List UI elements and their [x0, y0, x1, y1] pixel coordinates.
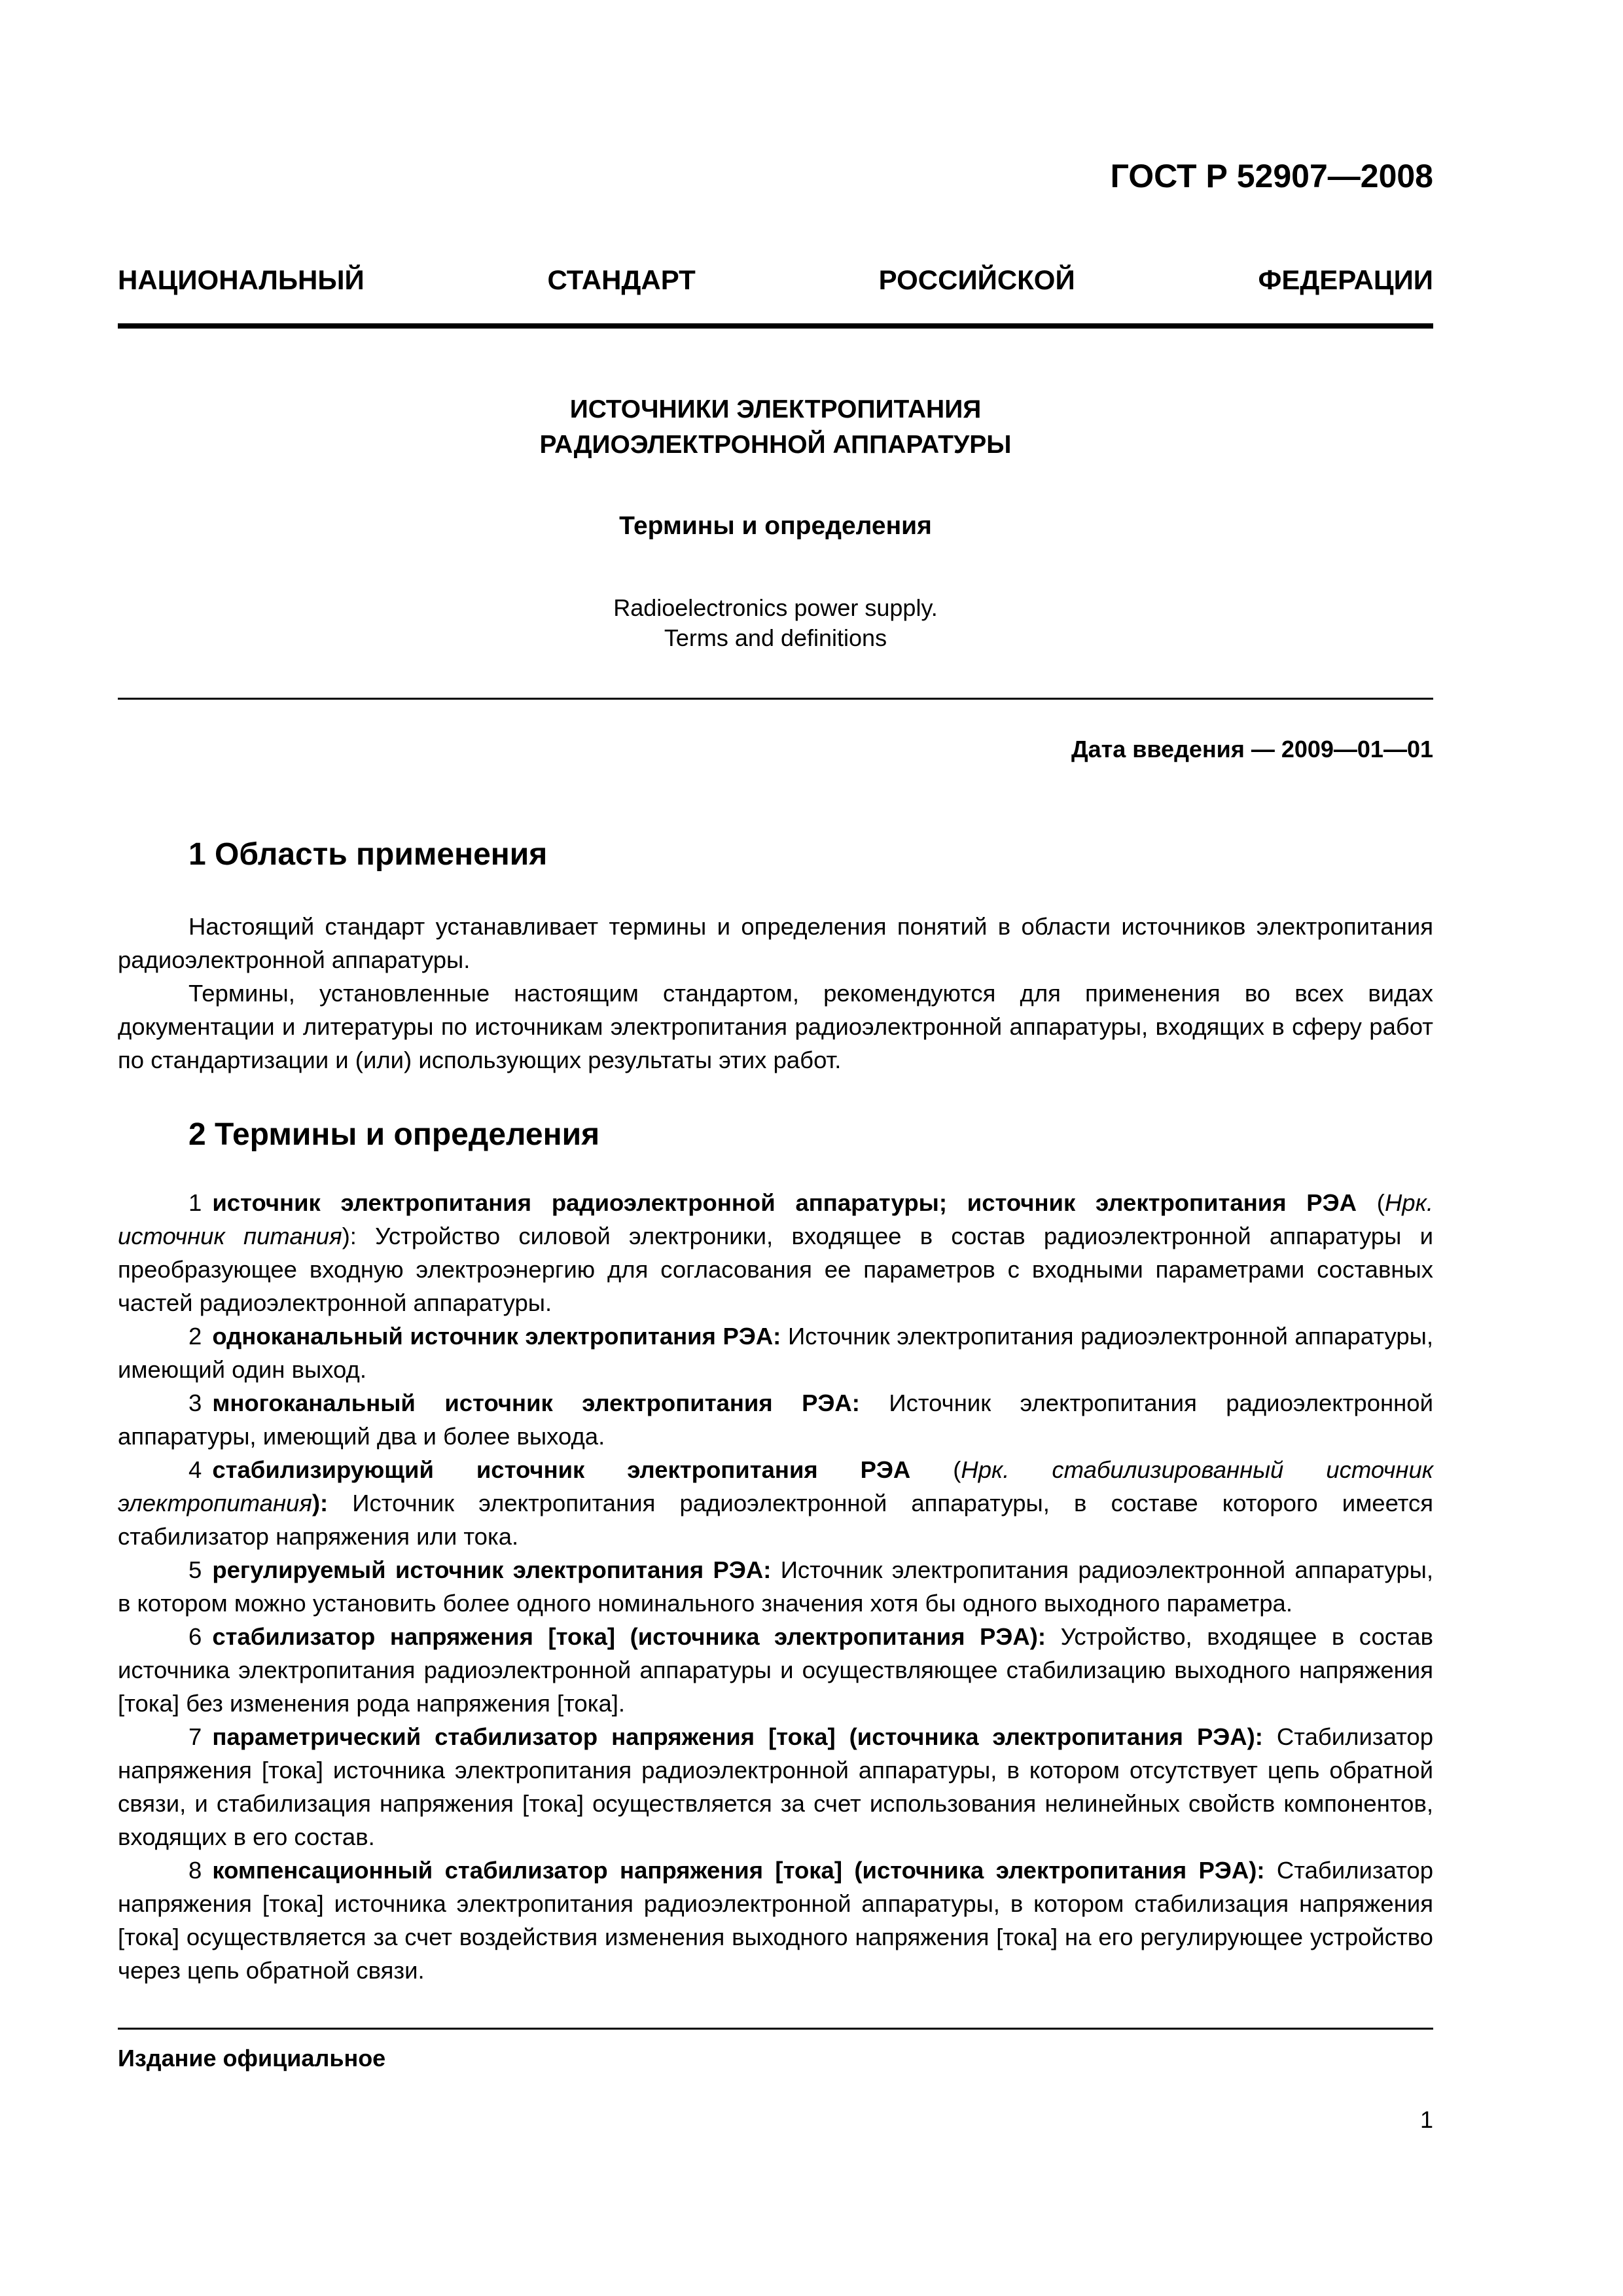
term-number: 1: [188, 1189, 202, 1216]
term-definition: Источник электропитания радиоэлектронной аппаратуры, имеющий два и более выхода.: [118, 1390, 1433, 1450]
introduction-date: Дата введения — 2009—01—01: [1071, 736, 1433, 762]
term-name: компенсационный стабилизатор напряжения [тока] (источника электропитания РЭА):: [212, 1857, 1265, 1884]
english-title-line2: Terms and definitions: [664, 624, 887, 651]
term-entry: [118, 1186, 1433, 1319]
term-number: 3: [188, 1390, 202, 1416]
term-name: стабилизатор напряжения [тока] (источника электропитания РЭА):: [212, 1623, 1046, 1650]
document-id: ГОСТ Р 52907—2008: [1110, 158, 1433, 194]
term-number: 2: [188, 1323, 202, 1350]
term-definition: Устройство, входящее в состав источника электропитания радиоэлектронной аппаратуры и осуществляющее стабилизацию выходного напряжения [тока] без изменения рода напряжения [тока].: [118, 1623, 1433, 1717]
term-definition: Источник электропитания радиоэлектронной аппаратуры, имеющий один выход.: [118, 1323, 1433, 1383]
term-number: 4: [188, 1456, 202, 1483]
scope-paragraph: Настоящий стандарт устанавливает термины и определения понятий в области источников электропитания радиоэлектронной аппаратуры.: [118, 913, 1433, 973]
term-definition: Стабилизатор напряжения [тока] источника электропитания радиоэлектронной аппаратуры, в котором стабилизация напряжения [тока] осуществляется за счет воздействия изменения выходного напряжения [тока] на его регулирующее устройство через цепь обратной связи.: [118, 1857, 1433, 1984]
term-name: источник электропитания радиоэлектронной аппаратуры; источник электропитания РЭА: [212, 1189, 1357, 1216]
term-definition: Источник электропитания радиоэлектронной аппаратуры, в котором можно установить более одного номинального значения хотя бы одного выходного параметра.: [118, 1556, 1433, 1617]
note-bracket: ):: [342, 1223, 376, 1249]
term-entry: [118, 1386, 1433, 1453]
term-number: 7: [188, 1723, 202, 1750]
document-title-line1: ИСТОЧНИКИ ЭЛЕКТРОПИТАНИЯ: [569, 395, 982, 423]
scope-paragraph: Термины, установленные настоящим стандартом, рекомендуются для применения во всех видах документации и литературы по источникам электропитания радиоэлектронной аппаратуры, входящих в сферу работ по стандартизации и (или) использующих результаты этих работ.: [118, 980, 1433, 1073]
title-divider: [118, 698, 1433, 700]
document-subtitle: Термины и определения: [619, 512, 932, 540]
note-bracket: (: [910, 1456, 961, 1483]
term-name: регулируемый источник электропитания РЭА:: [212, 1556, 772, 1583]
term-name: параметрический стабилизатор напряжения [тока] (источника электропитания РЭА):: [212, 1723, 1263, 1750]
term-number: 6: [188, 1623, 202, 1650]
term-entry: [118, 1620, 1433, 1720]
term-name: многоканальный источник электропитания РЭА:: [212, 1390, 860, 1416]
note-bracket: ):: [312, 1490, 353, 1516]
term-note: Нрк. стабилизированный источник электропитания: [118, 1456, 1434, 1516]
term-entry: [118, 1453, 1433, 1553]
term-number: 5: [188, 1556, 202, 1583]
header-divider: [118, 323, 1433, 329]
term-entry: [118, 1319, 1433, 1386]
term-definition: Стабилизатор напряжения [тока] источника электропитания радиоэлектронной аппаратуры, в котором отсутствует цепь обратной связи, и стабилизация напряжения [тока] осуществляется за счет использования нелинейных свойств компонентов, входящих в его состав.: [118, 1723, 1434, 1850]
english-title-line1: Radioelectronics power supply.: [613, 594, 938, 621]
term-entry: [118, 1553, 1433, 1620]
terms-list: [118, 1186, 1433, 1987]
section-1-heading: 1 Область применения: [188, 837, 548, 872]
note-bracket: (: [1356, 1189, 1385, 1216]
term-name: стабилизирующий источник электропитания РЭА: [212, 1456, 911, 1483]
section-1-body: [118, 910, 1433, 1077]
term-definition: Источник электропитания радиоэлектронной аппаратуры, в составе которого имеется стабилизатор напряжения или тока.: [118, 1490, 1433, 1550]
term-number: 8: [188, 1857, 202, 1884]
term-entry: [118, 1854, 1433, 1987]
page-number: 1: [1419, 2106, 1433, 2133]
footer-divider: [118, 2028, 1433, 2030]
national-standard-banner: НАЦИОНАЛЬНЫЙ СТАНДАРТ РОССИЙСКОЙ ФЕДЕРАЦИИ: [118, 264, 1433, 295]
term-name: одноканальный источник электропитания РЭА:: [212, 1323, 781, 1350]
term-definition: Устройство силовой электроники, входящее в состав радиоэлектронной аппаратуры и преобразующее входную электроэнергию для согласования ее параметров с входными параметрами составных частей радиоэлектронной аппаратуры.: [118, 1223, 1434, 1316]
section-2-heading: 2 Термины и определения: [188, 1117, 600, 1152]
term-entry: [118, 1720, 1433, 1854]
document-title-line2: РАДИОЭЛЕКТРОННОЙ АППАРАТУРЫ: [539, 431, 1012, 459]
edition-note: Издание официальное: [118, 2045, 386, 2072]
term-note: Нрк. источник питания: [118, 1189, 1433, 1249]
